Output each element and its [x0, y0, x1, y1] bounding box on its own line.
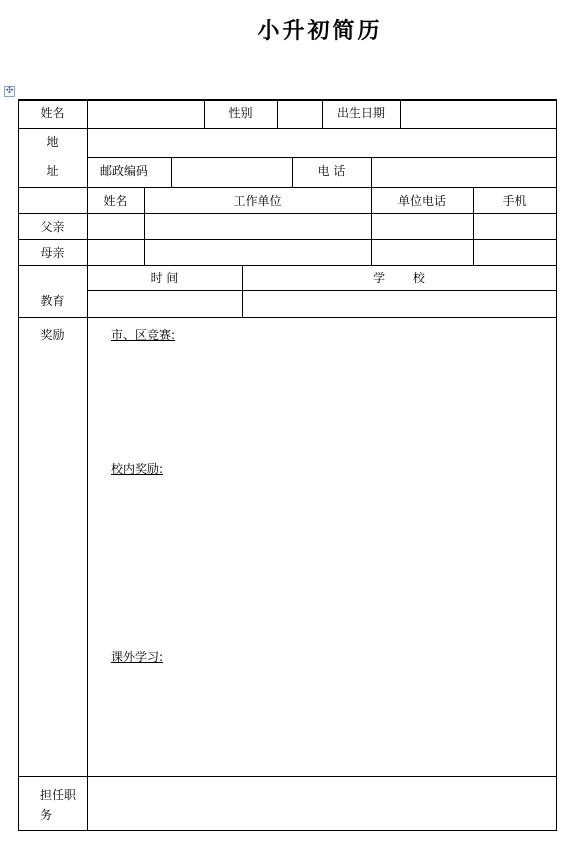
- mother-mobile-field[interactable]: [474, 240, 556, 265]
- mother-name-field[interactable]: [88, 240, 144, 265]
- awards-extracurricular-field[interactable]: [88, 668, 556, 775]
- label-gender: 性别: [228, 106, 253, 120]
- label-address-bottom: 址: [46, 164, 59, 178]
- table-border-left: [18, 99, 19, 830]
- father-name-field[interactable]: [88, 214, 144, 239]
- father-employer-field[interactable]: [145, 214, 371, 239]
- label-birth-date: 出生日期: [336, 106, 385, 120]
- label-postcode: 邮政编码: [100, 164, 149, 178]
- label-position-top: 担任职: [40, 788, 77, 802]
- education-header-school: 学 校: [373, 271, 425, 285]
- family-header-mobile: 手机: [502, 194, 527, 208]
- father-mobile-field[interactable]: [474, 214, 556, 239]
- family-header-employer: 工作单位: [233, 194, 282, 208]
- row-line: [18, 187, 557, 188]
- awards-city-heading: 市、区竞赛:: [111, 328, 176, 342]
- mother-employer-field[interactable]: [145, 240, 371, 265]
- label-father: 父亲: [40, 220, 65, 234]
- position-field[interactable]: [88, 777, 556, 830]
- address-field[interactable]: [88, 129, 556, 157]
- label-awards: 奖励: [40, 328, 65, 342]
- label-address-top: 地: [46, 135, 59, 149]
- name-field[interactable]: [88, 100, 204, 128]
- postcode-field[interactable]: [172, 158, 292, 187]
- education-school-field[interactable]: [243, 291, 556, 317]
- family-header-work-phone: 单位电话: [397, 194, 446, 208]
- awards-city-field[interactable]: [88, 345, 556, 457]
- label-mother: 母亲: [40, 246, 65, 260]
- birth-date-field[interactable]: [401, 100, 556, 128]
- father-work-phone-field[interactable]: [372, 214, 473, 239]
- education-time-field[interactable]: [88, 291, 242, 317]
- awards-school-field[interactable]: [88, 480, 556, 645]
- mother-work-phone-field[interactable]: [372, 240, 473, 265]
- phone-field[interactable]: [372, 158, 556, 187]
- label-phone: 电 话: [317, 164, 346, 178]
- education-header-time: 时 间: [150, 271, 179, 285]
- table-move-handle-icon[interactable]: ✣: [5, 86, 14, 96]
- page-title: 小升初简历: [257, 19, 383, 44]
- awards-school-heading: 校内奖励:: [111, 462, 164, 476]
- family-header-name: 姓名: [103, 194, 128, 208]
- awards-extracurricular-heading: 课外学习:: [111, 650, 164, 664]
- gender-field[interactable]: [278, 100, 322, 128]
- table-border-bottom: [18, 830, 557, 831]
- table-border-right: [556, 99, 557, 830]
- label-education: 教育: [40, 294, 65, 308]
- label-position-bottom: 务: [40, 808, 53, 822]
- row-line: [18, 265, 557, 266]
- row-line: [18, 317, 557, 318]
- label-name: 姓名: [40, 106, 65, 120]
